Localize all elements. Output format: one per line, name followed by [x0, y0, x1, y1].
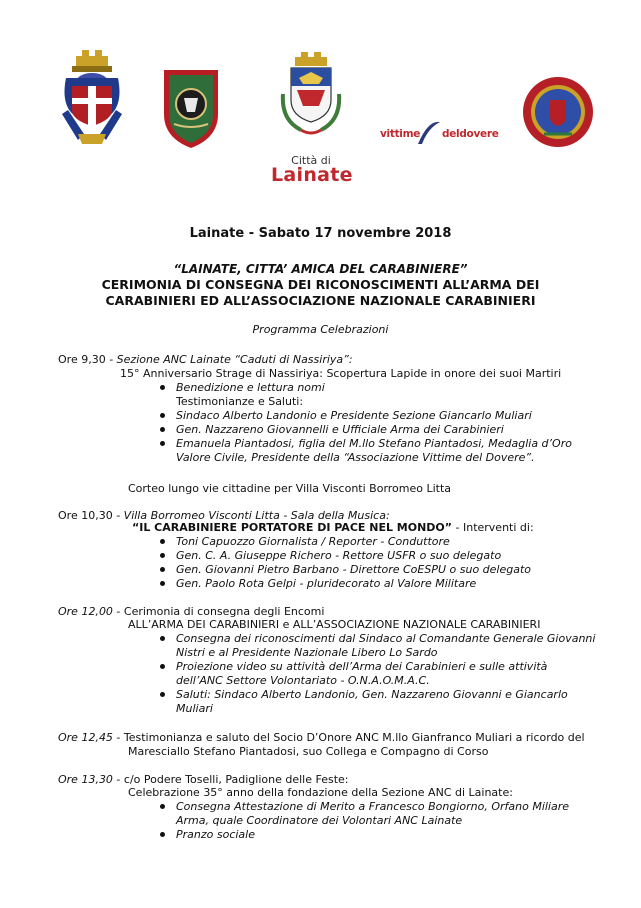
- event-12-00-subheading: ALL’ARMA DEI CARABINIERI e ALL’ASSOCIAZIONE NAZIONALE CARABINIERI: [128, 618, 541, 631]
- list-item: Gen. Giovanni Pietro Barbano - Direttore CoESPU o suo delegato: [176, 563, 532, 576]
- event-10-30-subheading: [132, 521, 534, 534]
- vittime-text: vittime: [380, 128, 421, 140]
- deldovere-text: deldovere: [442, 128, 499, 140]
- event-place: - Villa Borromeo Visconti Litta - Sala della Musica:: [112, 509, 390, 522]
- bullet-icon: [160, 413, 165, 418]
- bullet-icon: [160, 692, 165, 697]
- event-13-30-heading: [58, 773, 349, 786]
- list-item: Gen. Paolo Rota Gelpi - pluridecorato al Valore Militare: [176, 577, 477, 590]
- event-time: Ore 10,30: [58, 509, 113, 522]
- event-place: - c/o Podere Toselli, Padiglione delle Feste:: [112, 773, 349, 786]
- bullet-icon: [160, 553, 165, 558]
- event-title-line-1: CERIMONIA DI CONSEGNA DEI RICONOSCIMENTI ALL’ARMA DEI: [101, 277, 540, 292]
- event-place: - Cerimonia di consegna degli Encomi: [112, 605, 325, 618]
- list-item: Gen. C. A. Giuseppe Richero - Rettore USFR o suo delegato: [176, 549, 502, 562]
- event-9-30-heading: [58, 353, 353, 366]
- interventi-label: - Interventi di:: [452, 521, 534, 534]
- event-13-30-subheading: Celebrazione 35° anno della fondazione della Sezione ANC di Lainate:: [128, 786, 513, 799]
- list-item: Gen. Nazzareno Giovannelli e Ufficiale Arma dei Carabinieri: [176, 423, 504, 436]
- bullet-icon: [160, 427, 165, 432]
- logo-row: [0, 0, 641, 200]
- corteo-line: Corteo lungo vie cittadine per Villa Visconti Borromeo Litta: [128, 482, 452, 495]
- bullet-icon: [160, 385, 165, 390]
- event-9-30-subheading-2: Testimonianze e Saluti:: [176, 395, 304, 408]
- lainate-text: Lainate: [271, 164, 353, 186]
- list-item: Consegna Attestazione di Merito a Francesco Bongiorno, Orfano Miliare: [176, 800, 570, 813]
- event-place: - Sezione ANC Lainate “Caduti di Nassiriya”:: [109, 353, 353, 366]
- bullet-icon: [160, 664, 165, 669]
- list-item-continuation: Valore Civile, Presidente della “Associazione Vittime del Dovere”.: [176, 451, 535, 464]
- bullet-icon: [160, 539, 165, 544]
- list-item: Sindaco Alberto Landonio e Presidente Sezione Giancarlo Muliari: [176, 409, 532, 422]
- event-time: Ore 13,30: [58, 773, 113, 786]
- programma-heading: Programma Celebrazioni: [252, 323, 389, 336]
- event-12-00-heading: [58, 605, 324, 618]
- event-date-line: Lainate - Sabato 17 novembre 2018: [189, 226, 452, 241]
- citta-di-text: Città di: [291, 154, 331, 167]
- carabinieri-coat-of-arms-logo: [58, 48, 126, 146]
- list-item: Saluti: Sindaco Alberto Landonio, Gen. Nazzareno Giovanni e Giancarlo: [176, 688, 568, 701]
- event-time: Ore 12,45: [58, 731, 113, 744]
- event-12-45-line-1: [58, 731, 585, 744]
- bullet-icon: [160, 441, 165, 446]
- list-item-continuation: Muliari: [176, 702, 213, 715]
- list-item: Pranzo sociale: [176, 828, 255, 841]
- event-9-30-subheading: 15° Anniversario Strage di Nassiriya: Scopertura Lapide in onore dei suoi Martiri: [120, 367, 562, 380]
- citta-di-lainate-logo: [271, 50, 353, 190]
- bullet-icon: [160, 636, 165, 641]
- anc-shield-logo: [160, 68, 222, 150]
- list-item-continuation: Nistri e al Presidente Nazionale Libero Lo Sardo: [176, 646, 438, 659]
- bullet-icon: [160, 832, 165, 837]
- swoosh-icon: [414, 118, 444, 148]
- vittime-del-dovere-logo: [378, 118, 498, 150]
- event-time: Ore 9,30: [58, 353, 110, 366]
- conference-title: “IL CARABINIERE PORTATORE DI PACE NEL MONDO”: [132, 521, 453, 534]
- bullet-icon: [160, 804, 165, 809]
- bullet-icon: [160, 567, 165, 572]
- usfr-round-emblem-logo: [522, 76, 594, 148]
- event-subtitle: “LAINATE, CITTA’ AMICA DEL CARABINIERE”: [173, 262, 468, 276]
- list-item: Toni Capuozzo Giornalista / Reporter - Conduttore: [176, 535, 450, 548]
- bullet-icon: [160, 581, 165, 586]
- event-12-45-line-2: Maresciallo Stefano Piantadosi, suo Collega e Compagno di Corso: [128, 745, 489, 758]
- list-item-continuation: Arma, quale Coordinatore dei Volontari ANC Lainate: [176, 814, 463, 827]
- list-item: Proiezione video su attività dell’Arma dei Carabinieri e sulle attività: [176, 660, 548, 673]
- event-description: - Testimonianza e saluto del Socio D’Onore ANC M.llo Gianfranco Muliari a ricordo del: [112, 731, 585, 744]
- event-title-line-2: CARABINIERI ED ALL’ASSOCIAZIONE NAZIONALE CARABINIERI: [105, 293, 536, 308]
- list-item: Emanuela Piantadosi, figlia del M.llo Stefano Piantadosi, Medaglia d’Oro: [176, 437, 572, 450]
- list-item: Consegna dei riconoscimenti dal Sindaco al Comandante Generale Giovanni: [176, 632, 596, 645]
- event-time: Ore 12,00: [58, 605, 113, 618]
- list-item: Benedizione e lettura nomi: [176, 381, 325, 394]
- list-item-continuation: dell’ANC Settore Volontariato - O.N.A.O.M.A.C.: [176, 674, 430, 687]
